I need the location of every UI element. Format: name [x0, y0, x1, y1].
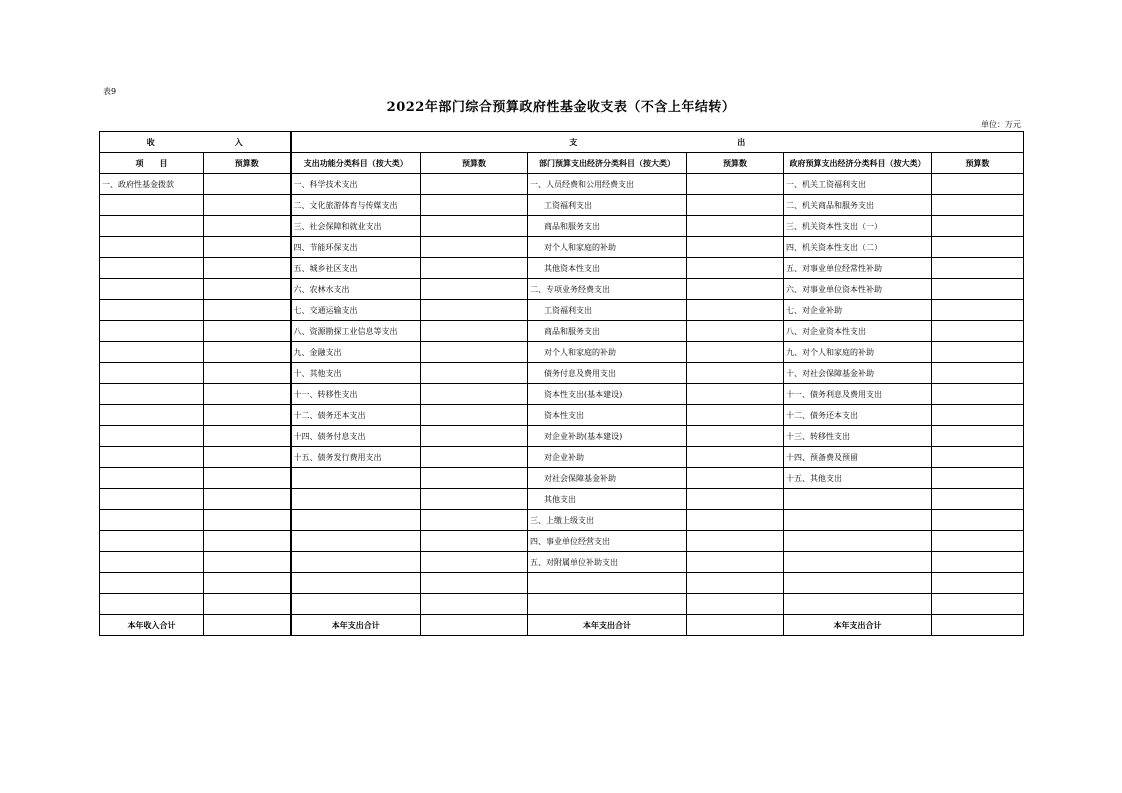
income-budget-cell — [204, 174, 291, 195]
dept-economic-item-cell: 对社会保障基金补助 — [528, 468, 687, 489]
income-budget-cell — [204, 552, 291, 573]
income-budget-cell — [204, 342, 291, 363]
income-item-cell — [100, 552, 204, 573]
dept-economic-item-cell: 对企业补助 — [528, 447, 687, 468]
gov-budget-cell — [932, 195, 1024, 216]
functional-budget-cell — [421, 426, 528, 447]
dept-economic-item-cell: 对企业补助(基本建设) — [528, 426, 687, 447]
expense-label-2: 出 — [737, 136, 746, 147]
dept-budget-cell — [687, 531, 784, 552]
dept-economic-item-cell — [528, 594, 687, 615]
gov-economic-item-cell: 一、机关工资福利支出 — [784, 174, 932, 195]
functional-item-cell — [291, 468, 421, 489]
income-item-cell — [100, 510, 204, 531]
dept-budget-cell — [687, 573, 784, 594]
gov-economic-item-cell: 八、对企业资本性支出 — [784, 321, 932, 342]
unit-label: 单位：万元 — [981, 120, 1021, 129]
gov-budget-cell — [932, 384, 1024, 405]
dept-budget-cell — [687, 363, 784, 384]
functional-total-value — [421, 615, 528, 636]
dept-budget-cell — [687, 342, 784, 363]
income-budget-cell — [204, 510, 291, 531]
table-row — [100, 279, 1024, 300]
table-row — [100, 510, 1024, 531]
dept-economic-item-cell: 三、上缴上级支出 — [528, 510, 687, 531]
functional-item-cell: 十、其他支出 — [291, 363, 421, 384]
dept-economic-item-cell: 商品和服务支出 — [528, 216, 687, 237]
dept-budget-cell — [687, 237, 784, 258]
dept-economic-item-cell: 资本性支出(基本建设) — [528, 384, 687, 405]
functional-item-cell: 八、资源勘探工业信息等支出 — [291, 321, 421, 342]
dept-economic-item-cell: 二、专项业务经费支出 — [528, 279, 687, 300]
gov-budget-cell — [932, 216, 1024, 237]
functional-budget-cell — [421, 216, 528, 237]
dept-budget-cell — [687, 321, 784, 342]
gov-economic-item-cell: 十三、转移性支出 — [784, 426, 932, 447]
dept-budget-cell — [687, 174, 784, 195]
gov-economic-item-cell — [784, 510, 932, 531]
table-row — [100, 573, 1024, 594]
table-row — [100, 384, 1024, 405]
functional-budget-cell — [421, 258, 528, 279]
income-item-cell — [100, 573, 204, 594]
table-row — [100, 342, 1024, 363]
gov-economic-item-cell: 五、对事业单位经常性补助 — [784, 258, 932, 279]
income-budget-cell — [204, 384, 291, 405]
functional-item-cell — [291, 510, 421, 531]
dept-budget-cell — [687, 426, 784, 447]
income-item-cell — [100, 279, 204, 300]
income-item-cell — [100, 342, 204, 363]
col-header-budget-functional: 预算数 — [421, 153, 528, 174]
income-budget-cell — [204, 468, 291, 489]
functional-item-cell — [291, 531, 421, 552]
income-item-cell: 一、政府性基金拨款 — [100, 174, 204, 195]
income-label-1: 收 — [146, 136, 155, 147]
income-budget-cell — [204, 216, 291, 237]
table-row — [100, 531, 1024, 552]
income-budget-cell — [204, 363, 291, 384]
dept-budget-cell — [687, 405, 784, 426]
gov-budget-cell — [932, 447, 1024, 468]
gov-economic-item-cell: 九、对个人和家庭的补助 — [784, 342, 932, 363]
income-item-cell — [100, 216, 204, 237]
col-header-budget-dept: 预算数 — [687, 153, 784, 174]
gov-total-label: 本年支出合计 — [784, 615, 932, 636]
dept-economic-item-cell: 债务付息及费用支出 — [528, 363, 687, 384]
functional-budget-cell — [421, 573, 528, 594]
gov-budget-cell — [932, 531, 1024, 552]
income-budget-cell — [204, 279, 291, 300]
totals-row — [100, 615, 1024, 636]
income-budget-cell — [204, 426, 291, 447]
table-row — [100, 405, 1024, 426]
income-budget-cell — [204, 321, 291, 342]
dept-economic-item-cell: 对个人和家庭的补助 — [528, 237, 687, 258]
gov-economic-item-cell: 二、机关商品和服务支出 — [784, 195, 932, 216]
expense-label-1: 支 — [569, 136, 578, 147]
gov-budget-cell — [932, 573, 1024, 594]
gov-economic-item-cell: 四、机关资本性支出（二） — [784, 237, 932, 258]
gov-economic-item-cell — [784, 594, 932, 615]
gov-budget-cell — [932, 510, 1024, 531]
dept-total-label: 本年支出合计 — [528, 615, 687, 636]
col-header-item: 项 目 — [100, 153, 204, 174]
column-header-row — [100, 153, 1024, 174]
gov-budget-cell — [932, 258, 1024, 279]
dept-economic-item-cell: 五、对附属单位补助支出 — [528, 552, 687, 573]
table-row — [100, 468, 1024, 489]
col-header-dept-economic: 部门预算支出经济分类科目（按大类） — [528, 153, 687, 174]
income-item-cell — [100, 321, 204, 342]
functional-item-cell: 十四、债务付息支出 — [291, 426, 421, 447]
dept-budget-cell — [687, 552, 784, 573]
functional-budget-cell — [421, 363, 528, 384]
gov-economic-item-cell: 十二、债务还本支出 — [784, 405, 932, 426]
functional-item-cell: 七、交通运输支出 — [291, 300, 421, 321]
dept-budget-cell — [687, 216, 784, 237]
table-row — [100, 195, 1024, 216]
gov-economic-item-cell: 十五、其他支出 — [784, 468, 932, 489]
dept-budget-cell — [687, 279, 784, 300]
budget-table — [99, 131, 1024, 636]
gov-economic-item-cell — [784, 552, 932, 573]
gov-budget-cell — [932, 342, 1024, 363]
table-row — [100, 174, 1024, 195]
functional-budget-cell — [421, 594, 528, 615]
gov-economic-item-cell: 七、对企业补助 — [784, 300, 932, 321]
dept-economic-item-cell: 四、事业单位经营支出 — [528, 531, 687, 552]
table-row — [100, 216, 1024, 237]
dept-budget-cell — [687, 510, 784, 531]
table-row — [100, 426, 1024, 447]
dept-economic-item-cell: 资本性支出 — [528, 405, 687, 426]
functional-item-cell: 一、科学技术支出 — [291, 174, 421, 195]
income-item-cell — [100, 258, 204, 279]
gov-budget-cell — [932, 468, 1024, 489]
income-budget-cell — [204, 258, 291, 279]
dept-budget-cell — [687, 300, 784, 321]
income-item-cell — [100, 468, 204, 489]
dept-economic-item-cell: 对个人和家庭的补助 — [528, 342, 687, 363]
table-row — [100, 489, 1024, 510]
income-item-cell — [100, 300, 204, 321]
dept-budget-cell — [687, 258, 784, 279]
income-item-cell — [100, 237, 204, 258]
gov-budget-cell — [932, 174, 1024, 195]
functional-budget-cell — [421, 300, 528, 321]
functional-item-cell: 十一、转移性支出 — [291, 384, 421, 405]
income-budget-cell — [204, 447, 291, 468]
income-item-cell — [100, 489, 204, 510]
dept-budget-cell — [687, 489, 784, 510]
functional-item-cell: 三、社会保障和就业支出 — [291, 216, 421, 237]
income-group-header — [100, 132, 291, 153]
functional-budget-cell — [421, 384, 528, 405]
dept-economic-item-cell: 工资福利支出 — [528, 300, 687, 321]
table-row — [100, 594, 1024, 615]
gov-economic-item-cell — [784, 489, 932, 510]
functional-budget-cell — [421, 237, 528, 258]
functional-budget-cell — [421, 195, 528, 216]
functional-item-cell: 十五、债务发行费用支出 — [291, 447, 421, 468]
income-budget-cell — [204, 405, 291, 426]
functional-budget-cell — [421, 342, 528, 363]
gov-economic-item-cell: 十、对社会保障基金补助 — [784, 363, 932, 384]
functional-item-cell — [291, 594, 421, 615]
table-number: 表9 — [103, 87, 117, 96]
functional-item-cell: 二、文化旅游体育与传媒支出 — [291, 195, 421, 216]
gov-budget-cell — [932, 426, 1024, 447]
functional-budget-cell — [421, 279, 528, 300]
income-item-cell — [100, 426, 204, 447]
dept-economic-item-cell: 其他支出 — [528, 489, 687, 510]
income-item-cell — [100, 384, 204, 405]
dept-economic-item-cell: 商品和服务支出 — [528, 321, 687, 342]
functional-item-cell: 六、农林水支出 — [291, 279, 421, 300]
gov-budget-cell — [932, 363, 1024, 384]
table-row — [100, 552, 1024, 573]
col-header-gov-economic: 政府预算支出经济分类科目（按大类） — [784, 153, 932, 174]
gov-budget-cell — [932, 321, 1024, 342]
income-budget-cell — [204, 195, 291, 216]
income-budget-cell — [204, 300, 291, 321]
gov-budget-cell — [932, 405, 1024, 426]
functional-budget-cell — [421, 321, 528, 342]
table-row — [100, 321, 1024, 342]
gov-budget-cell — [932, 489, 1024, 510]
gov-economic-item-cell — [784, 531, 932, 552]
dept-budget-cell — [687, 447, 784, 468]
income-budget-cell — [204, 237, 291, 258]
income-total-label: 本年收入合计 — [100, 615, 204, 636]
group-header-row — [100, 132, 1024, 153]
col-header-budget-gov: 预算数 — [932, 153, 1024, 174]
gov-economic-item-cell: 三、机关资本性支出（一） — [784, 216, 932, 237]
gov-economic-item-cell — [784, 573, 932, 594]
dept-budget-cell — [687, 594, 784, 615]
gov-economic-item-cell: 十四、预备费及预留 — [784, 447, 932, 468]
dept-budget-cell — [687, 468, 784, 489]
functional-item-cell — [291, 489, 421, 510]
table-row — [100, 300, 1024, 321]
functional-item-cell — [291, 552, 421, 573]
dept-economic-item-cell — [528, 573, 687, 594]
income-budget-cell — [204, 531, 291, 552]
gov-budget-cell — [932, 594, 1024, 615]
dept-economic-item-cell: 其他资本性支出 — [528, 258, 687, 279]
functional-item-cell: 九、金融支出 — [291, 342, 421, 363]
page-title: 2022年部门综合预算政府性基金收支表（不含上年结转） — [386, 100, 736, 115]
gov-budget-cell — [932, 552, 1024, 573]
income-item-cell — [100, 405, 204, 426]
functional-budget-cell — [421, 489, 528, 510]
dept-budget-cell — [687, 195, 784, 216]
functional-total-label: 本年支出合计 — [291, 615, 421, 636]
expense-group-header — [291, 132, 1024, 153]
functional-item-cell — [291, 573, 421, 594]
functional-budget-cell — [421, 174, 528, 195]
col-header-functional: 支出功能分类科目（按大类） — [291, 153, 421, 174]
gov-budget-cell — [932, 237, 1024, 258]
dept-economic-item-cell: 一、人员经费和公用经费支出 — [528, 174, 687, 195]
functional-budget-cell — [421, 468, 528, 489]
functional-item-cell: 十二、债务还本支出 — [291, 405, 421, 426]
functional-budget-cell — [421, 531, 528, 552]
functional-budget-cell — [421, 405, 528, 426]
functional-budget-cell — [421, 447, 528, 468]
functional-budget-cell — [421, 552, 528, 573]
gov-budget-cell — [932, 279, 1024, 300]
income-label-2: 入 — [234, 136, 243, 147]
table-row — [100, 258, 1024, 279]
income-budget-cell — [204, 489, 291, 510]
dept-total-value — [687, 615, 784, 636]
table-row — [100, 363, 1024, 384]
income-budget-cell — [204, 573, 291, 594]
table-row — [100, 447, 1024, 468]
gov-budget-cell — [932, 300, 1024, 321]
gov-economic-item-cell: 六、对事业单位资本性补助 — [784, 279, 932, 300]
dept-budget-cell — [687, 384, 784, 405]
income-item-cell — [100, 363, 204, 384]
income-item-cell — [100, 594, 204, 615]
gov-total-value — [932, 615, 1024, 636]
functional-item-cell: 四、节能环保支出 — [291, 237, 421, 258]
income-total-value — [204, 615, 291, 636]
gov-economic-item-cell: 十一、债务利息及费用支出 — [784, 384, 932, 405]
col-header-budget-income: 预算数 — [204, 153, 291, 174]
income-item-cell — [100, 447, 204, 468]
income-budget-cell — [204, 594, 291, 615]
income-item-cell — [100, 195, 204, 216]
functional-item-cell: 五、城乡社区支出 — [291, 258, 421, 279]
table-row — [100, 237, 1024, 258]
income-item-cell — [100, 531, 204, 552]
functional-budget-cell — [421, 510, 528, 531]
dept-economic-item-cell: 工资福利支出 — [528, 195, 687, 216]
